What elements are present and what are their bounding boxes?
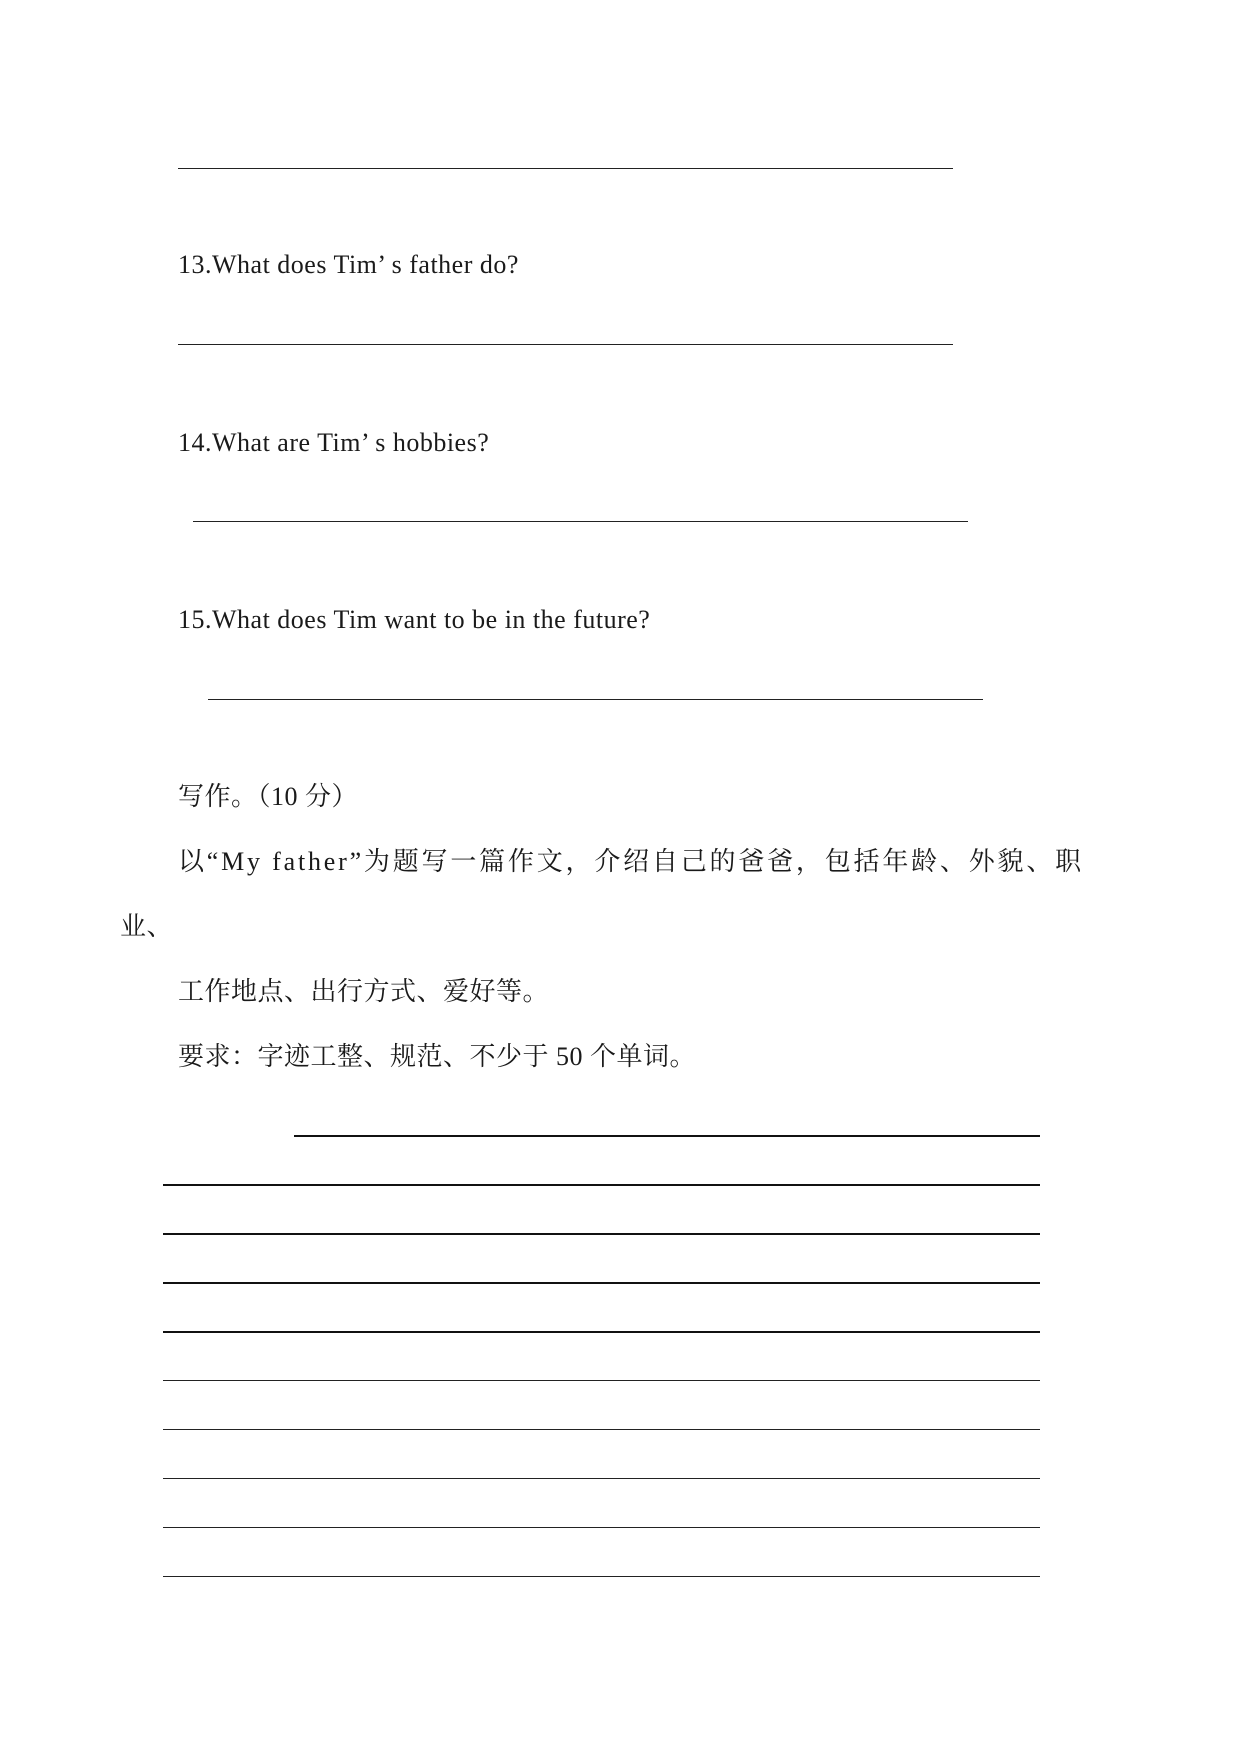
composition-line[interactable] <box>163 1576 1040 1577</box>
composition-line[interactable] <box>163 1380 1040 1381</box>
composition-line[interactable] <box>163 1478 1040 1479</box>
composition-title-line[interactable] <box>294 1135 1040 1137</box>
composition-line[interactable] <box>163 1233 1040 1235</box>
answer-line-q12[interactable] <box>178 168 953 169</box>
answer-line-q13[interactable] <box>178 344 953 345</box>
composition-line[interactable] <box>163 1527 1040 1528</box>
answer-line-q15[interactable] <box>208 699 983 700</box>
writing-heading: 写作。（10 分） <box>178 782 359 811</box>
composition-line[interactable] <box>163 1184 1040 1186</box>
question-15: 15.What does Tim want to be in the future? <box>178 605 651 634</box>
writing-prompt-line3: 工作地点、出行方式、爱好等。 <box>178 977 550 1006</box>
question-14: 14.What are Tim’ s hobbies? <box>178 428 490 457</box>
question-13: 13.What does Tim’ s father do? <box>178 250 519 279</box>
writing-prompt-line2: 业、 <box>120 912 174 941</box>
composition-line[interactable] <box>163 1282 1040 1284</box>
writing-prompt-line1: 以“My father”为题写一篇作文，介绍自己的爸爸，包括年龄、外貌、职 <box>178 847 1084 876</box>
composition-line[interactable] <box>163 1429 1040 1430</box>
composition-line[interactable] <box>163 1331 1040 1333</box>
writing-requirements: 要求：字迹工整、规范、不少于 50 个单词。 <box>178 1042 697 1071</box>
answer-line-q14[interactable] <box>193 521 968 522</box>
